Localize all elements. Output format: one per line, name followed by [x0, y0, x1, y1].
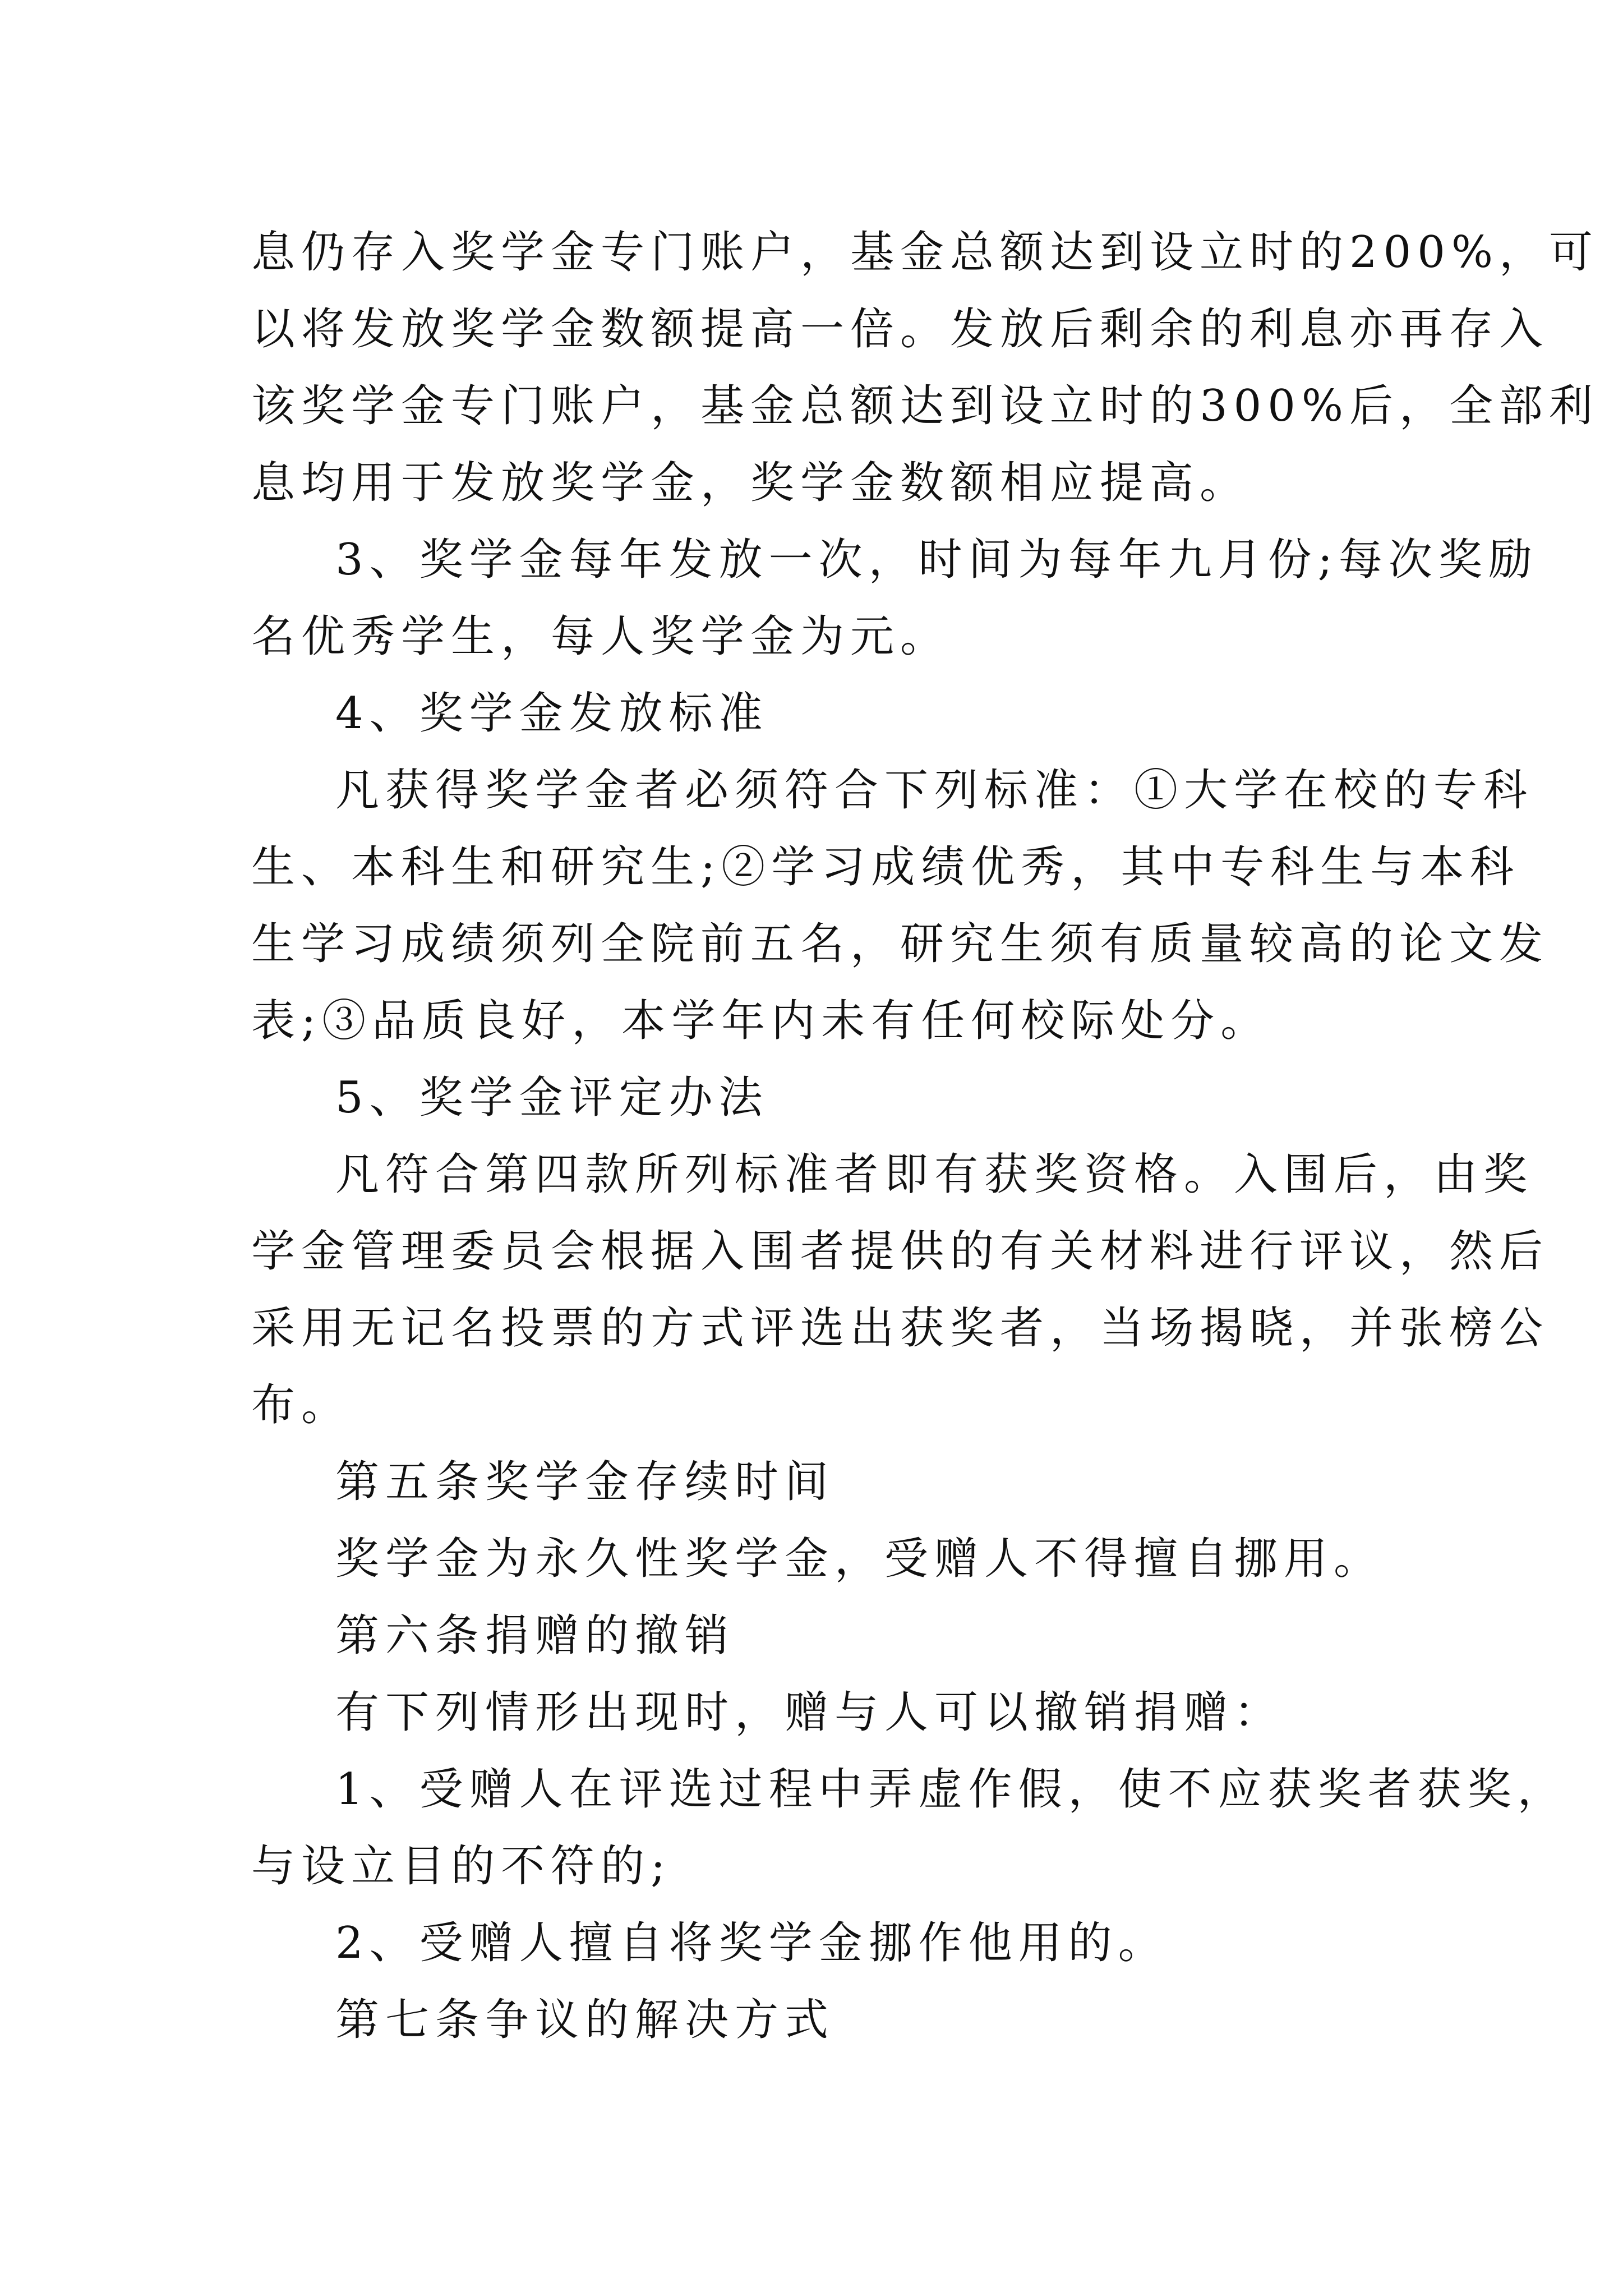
- text-line-13: 凡符合第四款所列标准者即有获奖资格。入围后，由奖: [335, 1149, 1534, 1200]
- text-line-6: 名优秀学生，每人奖学金为元。: [251, 611, 951, 662]
- text-line-18: 奖学金为永久性奖学金，受赠人不得擅自挪用。: [335, 1534, 1384, 1584]
- text-line-14: 学金管理委员会根据入围者提供的有关材料进行评议，然后: [251, 1226, 1550, 1277]
- text-line-20: 有下列情形出现时，赠与人可以撤销捐赠：: [335, 1687, 1284, 1738]
- section-heading-5: 5、奖学金评定办法: [335, 1073, 769, 1123]
- text-line-8: 凡获得奖学金者必须符合下列标准：①大学在校的专科: [335, 765, 1534, 816]
- text-line-11: 表;③品质良好，本学年内未有任何校际处分。: [251, 996, 1271, 1046]
- text-line-21: 1、受赠人在评选过程中弄虚作假，使不应获奖者获奖，: [335, 1764, 1567, 1815]
- text-line-22: 与设立目的不符的;: [251, 1841, 672, 1892]
- text-line-9: 生、本科生和研究生;②学习成绩优秀，其中专科生与本科: [251, 842, 1520, 892]
- text-line-3: 该奖学金专门账户，基金总额达到设立时的300%后，全部利: [251, 381, 1599, 431]
- article-heading-5: 第五条奖学金存续时间: [335, 1457, 835, 1507]
- article-heading-6: 第六条捐赠的撤销: [335, 1611, 735, 1661]
- article-heading-7: 第七条争议的解决方式: [335, 1995, 835, 2045]
- text-line-5: 3、奖学金每年发放一次，时间为每年九月份;每次奖励: [335, 535, 1538, 585]
- section-heading-4: 4、奖学金发放标准: [335, 688, 769, 739]
- text-line-2: 以将发放奖学金数额提高一倍。发放后剩余的利息亦再存入: [251, 304, 1550, 355]
- document-body: [251, 214, 1599, 2059]
- text-line-4: 息均用于发放奖学金，奖学金数额相应提高。: [251, 458, 1250, 508]
- text-line-23: 2、受赠人擅自将奖学金挪作他用的。: [335, 1918, 1168, 1968]
- text-line-16: 布。: [251, 1380, 352, 1430]
- text-line-15: 采用无记名投票的方式评选出获奖者，当场揭晓，并张榜公: [251, 1303, 1550, 1354]
- text-line-10: 生学习成绩须列全院前五名，研究生须有质量较高的论文发: [251, 919, 1550, 969]
- text-line-1: 息仍存入奖学金专门账户，基金总额达到设立时的200%，可: [251, 227, 1599, 278]
